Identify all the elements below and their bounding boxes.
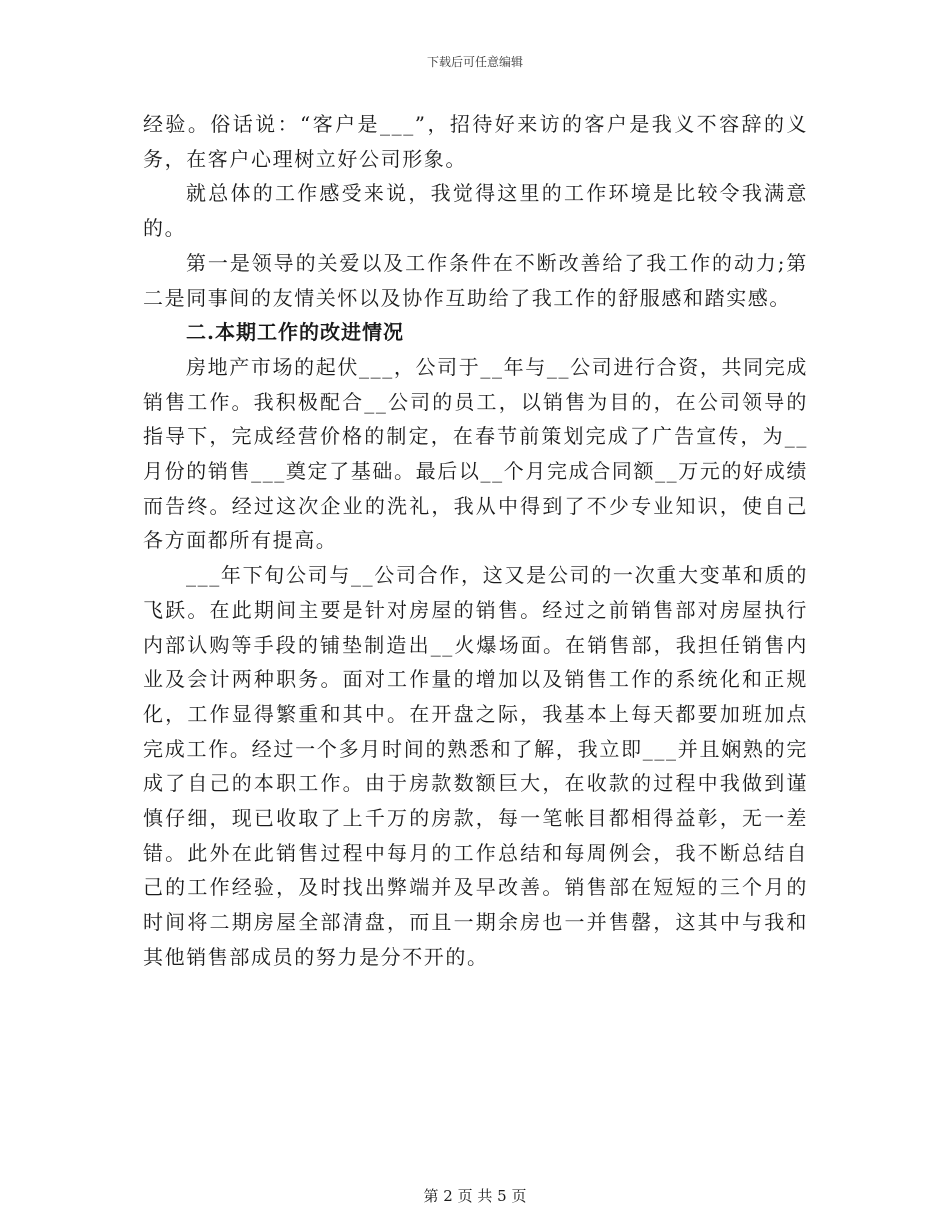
paragraph-cooperation: ___年下旬公司与__公司合作，这又是公司的一次重大变革和质的飞跃。在此期间主要是针对房屋的销售。经过之前销售部对房屋执行内部认购等手段的铺垫制造出__火爆场面。在销售部，我担任销售内业及会计两种职务。面对工作量的增加以及销售工作的系统化和正规化，工作显得繁重和其中。在开盘之际，我基本上每天都要加班加点完成工作。经过一个多月时间的熟悉和了解，我立即___并且娴熟的完成了自己的本职工作。由于房款数额巨大，在收款的过程中我做到谨慎仔细，现已收取了上千万的房款，每一笔帐目都相得益彰，无一差错。此外在此销售过程中每月的工作总结和每周例会，我不断总结自己的工作经验，及时找出弊端并及早改善。销售部在短短的三个月的时间将二期房屋全部清盘，而且一期余房也一并售罄，这其中与我和其他销售部成员的努力是分不开的。	[143, 563, 808, 969]
paragraph-market: 房地产市场的起伏___，公司于__年与__公司进行合资，共同完成销售工作。我积极配合__公司的员工，以销售为目的，在公司领导的指导下，完成经营价格的制定，在春节前策划完成了广告宣传，为__月份的销售___奠定了基础。最后以__个月完成合同额__万元的好成绩而告终。经过这次企业的洗礼，我从中得到了不少专业知识，使自己各方面都所有提高。	[143, 354, 808, 553]
document-body	[143, 107, 808, 975]
section-heading: 二.本期工作的改进情况	[186, 320, 404, 345]
paragraph-work-feeling: 就总体的工作感受来说，我觉得这里的工作环境是比较令我满意的。	[143, 181, 808, 241]
paragraph-reasons: 第一是领导的关爱以及工作条件在不断改善给了我工作的动力;第二是同事间的友情关怀以及协作互助给了我工作的舒服感和踏实感。	[143, 250, 808, 310]
paragraph-continuation: 经验。俗话说：“客户是___”，招待好来访的客户是我义不容辞的义务，在客户心理树立好公司形象。	[143, 112, 808, 171]
page-number-footer: 第 2 页 共 5 页	[423, 1187, 527, 1205]
page-header-note: 下载后可任意编辑	[426, 55, 523, 69]
